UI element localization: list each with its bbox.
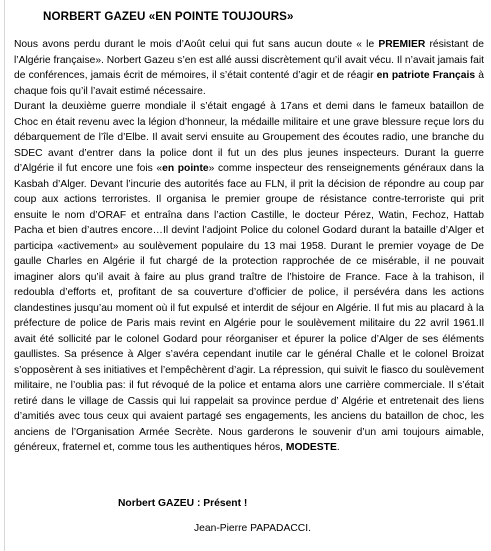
text-run: Nous avons perdu durant le mois d’Août celui qui fut sans aucun doute « le: [14, 39, 379, 50]
text-run: résistant de l’Algérie française». Norbert Gazeu s’en est allé aussi discrètement qu’il avait vécu. Il n’avait jamais fait de conférences, jamais écrit de mémoires, il s’était contenté d’agir et de réagir: [14, 39, 485, 81]
text-run: » comme inspecteur des renseignements généraux dans la Kasbah d’Alger. Devant l’incurie des autorités face au FLN, il prit la décision de répondre au coup par coup aux actions terroristes. Il organisa le premier groupe de résistance contre-terroriste qui prit ensuite le nom d’ORAF et entraîna dans l’action Castille, le docteur Pérez, Watin, Fechoz, Hattab Pacha et bien d’autres encore…Il devint l’adjoint Police du colonel Godard durant la bataille d’Alger et participa «activement» au soulèvement populaire du 13 mai 1958. Durant le premier voyage de De gaulle Charles en Algérie il fut chargé de la protection rapprochée de ce misérable, il ne pouvait imaginer alors qu’il avait à faire au plus grand traître de l’histoire de France. Face à la trahison, il redoubla d’efforts et, profitant de sa couverture d’officier de police, il persévéra dans les actions clandestines jusqu’au moment où il fut expulsé et interdit de séjour en Algérie. Il fut mis au placard à la préfecture de police de Paris mais revint en Algérie pour le soulèvement militaire du 22 avril 1961.Il avait été sollicité par le colonel Godard pour réorganiser et épurer la police d’Alger de ses éléments gaullistes. Sa présence à Alger s’avéra cependant inutile car le général Challe et le colonel Broizat s’opposèrent à ses initiatives et l’empêchèrent d’agir. La répression, qui suivit le fiasco du soulèvement militaire, ne l’oublia pas: il fut révoqué de la police et entama alors une carrière commerciale. Il s’était retiré dans le village de Cassis qui lui rappelait sa province perdue d’ Algérie et entretenait des liens d’amitiés avec tous ceux qui avaient partagé ses engagements, les anciens du bataillon de choc, les anciens de l’Organisation Armée Secrète. Nous garderons le souvenir d’un ami toujours aimable, généreux, fraternel et, comme tous les authentiques héros,: [14, 163, 484, 453]
text-run: Durant la deuxième guerre mondiale il s’était engagé à 17ans et demi dans le fameux bataillon de Choc en était revenu avec la légion d’honneur, la médaille militaire et une grave blessure reçue lors du débarquement de l’île d’Elbe. Il avait servi ensuite au Groupement des écoutes radio, une branche du SDEC avant d’entrer dans la police dont il fut un des plus jeunes inspecteurs. Durant la guerre d’Algérie il fut encore une fois «: [14, 101, 484, 174]
signature-line: Norbert GAZEU : Présent !: [118, 498, 248, 509]
text-run-bold: PREMIER: [378, 39, 426, 50]
text-run-bold: en patriote Français: [376, 70, 476, 81]
article-title: NORBERT GAZEU «EN POINTE TOUJOURS»: [43, 10, 294, 23]
text-run: .: [336, 442, 340, 453]
paragraph-intro: [14, 37, 484, 99]
paragraph-biography: [14, 99, 484, 456]
text-run: à chaque fois qu’il l’avait estimé nécessaire.: [14, 70, 484, 97]
author-name: Jean-Pierre PAPADACCI.: [194, 523, 311, 534]
text-run-bold: en pointe: [162, 163, 209, 174]
text-run-bold: MODESTE: [285, 442, 337, 453]
